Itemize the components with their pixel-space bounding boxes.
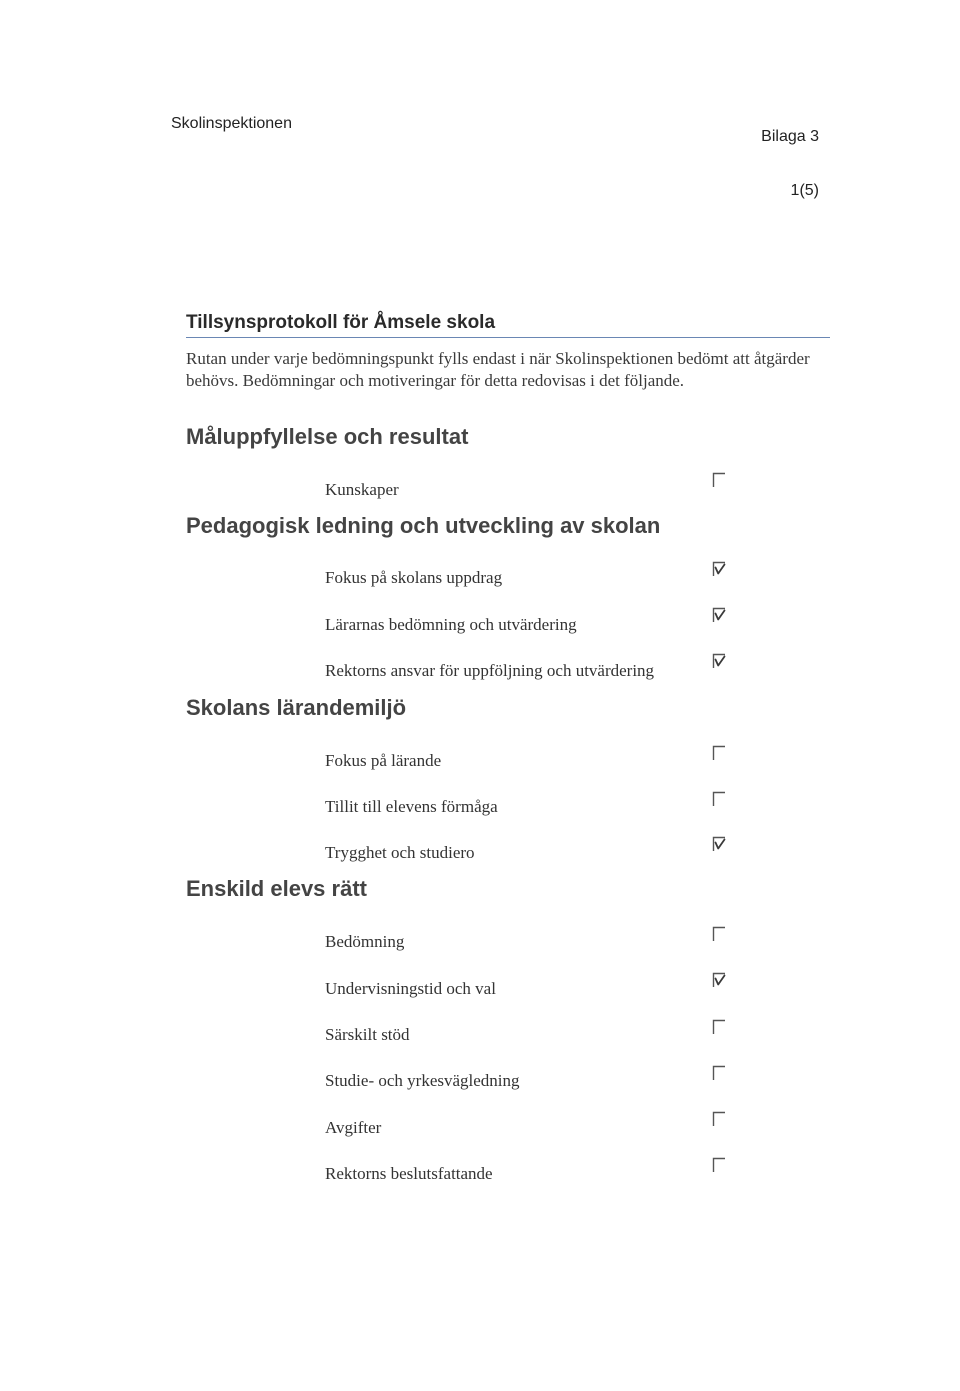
title-underline (186, 337, 830, 338)
item-label-tillit: Tillit till elevens förmåga (325, 797, 498, 816)
intro-paragraph: Rutan under varje bedömningspunkt fylls endast i när Skolinspektionen bedömt att åtgärder behövs. Bedömningar och motiveringar för detta redovisas i det följande. (186, 349, 810, 390)
checkbox-trygghet[interactable] (712, 836, 726, 852)
section-heading-maluppfyllelse: Måluppfyllelse och resultat (186, 424, 469, 449)
item-label-rektorns-beslutsfattande: Rektorns beslutsfattande (325, 1164, 493, 1183)
checkbox-kunskaper[interactable] (712, 472, 726, 488)
item-label-rektorns-ansvar: Rektorns ansvar för uppföljning och utvärdering (325, 661, 655, 680)
item-label-avgifter: Avgifter (325, 1118, 382, 1137)
checkbox-fokus-larande[interactable] (712, 745, 726, 761)
section-heading-larandemiljo: Skolans lärandemiljö (186, 695, 407, 720)
item-label-undervisningstid: Undervisningstid och val (325, 979, 496, 998)
checkbox-fokus-uppdrag[interactable] (712, 561, 726, 577)
item-label-trygghet: Trygghet och studiero (325, 843, 475, 862)
checkbox-avgifter[interactable] (712, 1111, 726, 1127)
checkbox-bedomning[interactable] (712, 926, 726, 942)
checkbox-sarskilt-stod[interactable] (712, 1019, 726, 1035)
checkbox-rektorns-beslutsfattande[interactable] (712, 1157, 726, 1173)
checkbox-rektorns-ansvar[interactable] (712, 653, 726, 669)
checkbox-lararnas-bedomning[interactable] (712, 607, 726, 623)
attachment-label: Bilaga 3 (761, 128, 819, 145)
section-heading-pedagogisk-ledning: Pedagogisk ledning och utveckling av skolan (186, 513, 661, 538)
organization-name: Skolinspektionen (171, 115, 292, 132)
item-label-fokus-larande: Fokus på lärande (325, 751, 442, 770)
item-label-sarskilt-stod: Särskilt stöd (325, 1025, 410, 1044)
document-title: Tillsynsprotokoll för Åmsele skola (186, 312, 496, 333)
checkbox-tillit[interactable] (712, 791, 726, 807)
page-number: 1(5) (790, 182, 819, 199)
item-label-bedomning: Bedömning (325, 932, 405, 951)
section-heading-enskild-elev: Enskild elevs rätt (186, 876, 367, 901)
checkbox-undervisningstid[interactable] (712, 972, 726, 988)
item-label-studie-yrkesvagledning: Studie- och yrkesvägledning (325, 1071, 520, 1090)
item-label-kunskaper: Kunskaper (325, 480, 399, 499)
checkbox-studie-yrkesvagledning[interactable] (712, 1065, 726, 1081)
item-label-fokus-uppdrag: Fokus på skolans uppdrag (325, 568, 503, 587)
item-label-lararnas-bedomning: Lärarnas bedömning och utvärdering (325, 615, 577, 634)
